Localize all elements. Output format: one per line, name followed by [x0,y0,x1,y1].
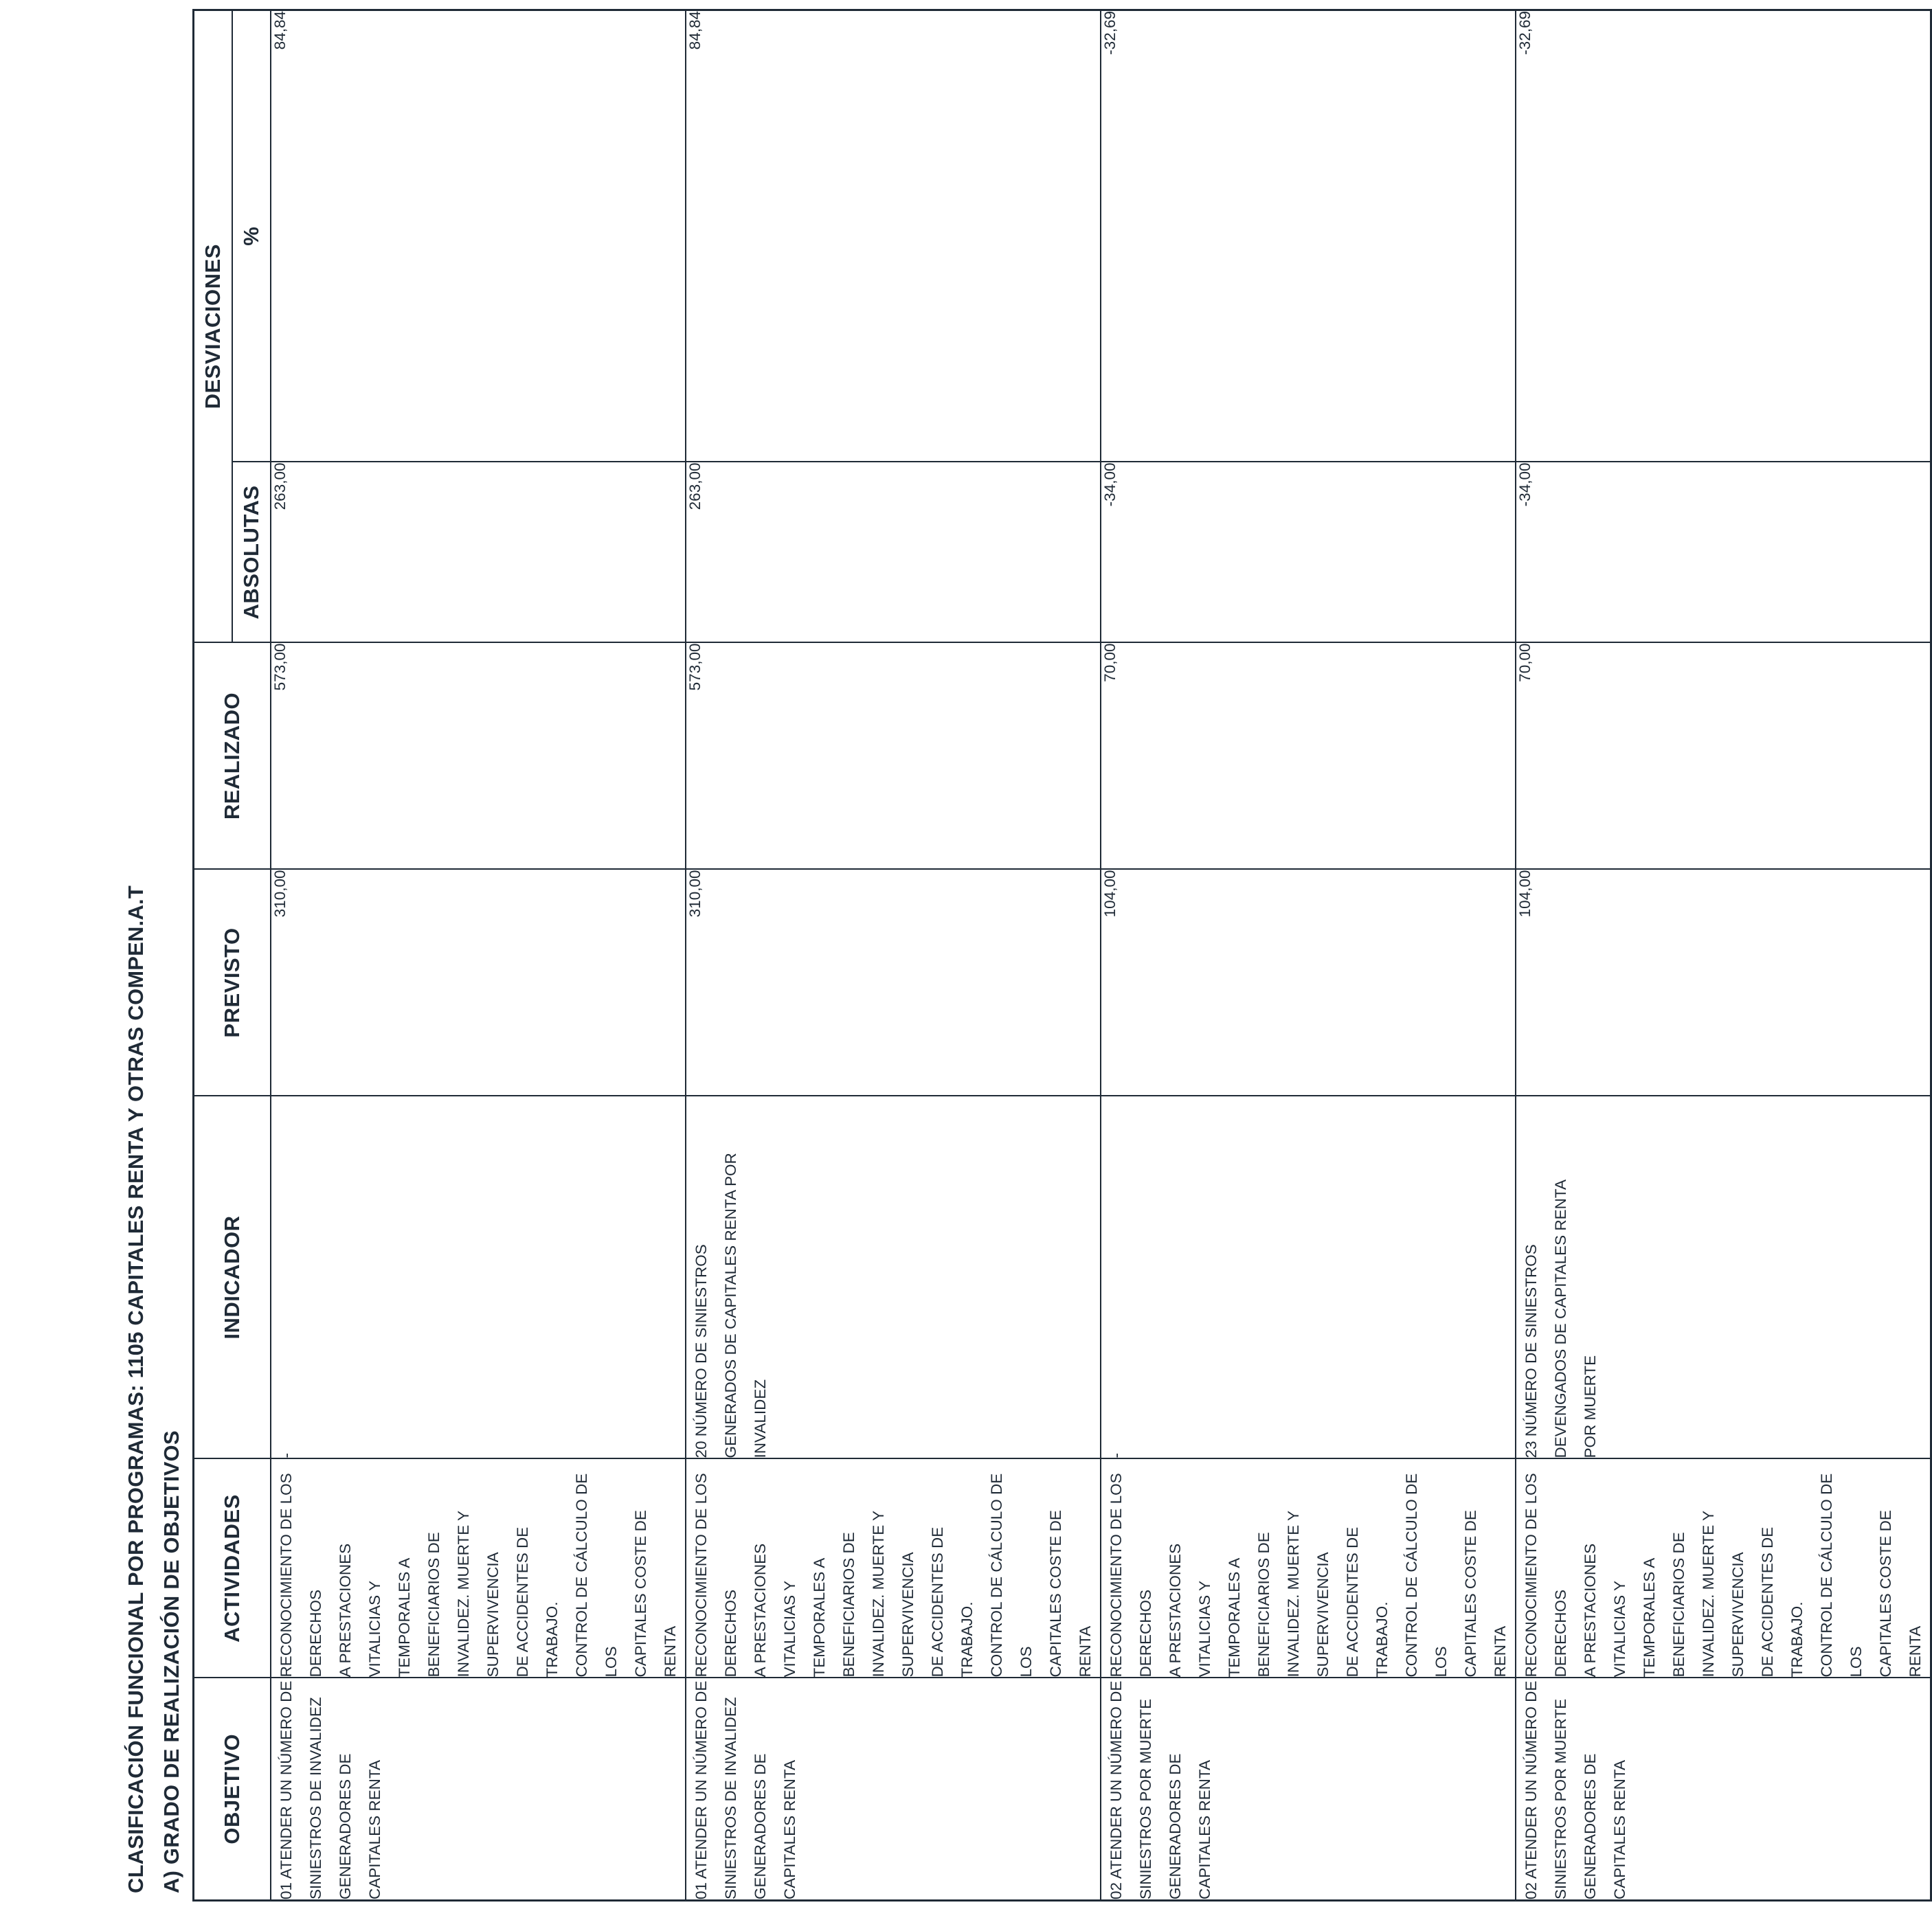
cell-indicador: - [271,1096,686,1459]
cell-absolutas: 263,00 [271,462,686,643]
cell-previsto: 310,00 [271,870,686,1096]
cell-actividades: RECONOCIMIENTO DE LOS DERECHOS A PRESTACIONES VITALICIAS Y TEMPORALES A BENEFICIARIOS DE INVALIDEZ. MUERTE Y SUPERVIVENCIA DE ACCIDENTES DE TRABAJO. CONTROL DE CÁLCULO DE LOS CAPITALES COSTE DE RENTA [271,1459,686,1678]
cell-actividades: RECONOCIMIENTO DE LOS DERECHOS A PRESTACIONES VITALICIAS Y TEMPORALES A BENEFICIARIOS DE INVALIDEZ. MUERTE Y SUPERVIVENCIA DE ACCIDENTES DE TRABAJO. CONTROL DE CÁLCULO DE LOS CAPITALES COSTE DE RENTA [1516,1459,1931,1678]
col-header-absolutas: ABSOLUTAS [232,462,271,643]
cell-porcentaje: -32,69 [1101,10,1516,462]
cell-absolutas: 263,00 [686,462,1101,643]
cell-indicador: - [1101,1096,1516,1459]
cell-realizado: 573,00 [686,643,1101,870]
table-row [686,10,1101,1901]
cell-indicador: 20 NÚMERO DE SINIESTROS GENERADOS DE CAPITALES RENTA POR INVALIDEZ [686,1096,1101,1459]
cell-previsto: 310,00 [686,870,1101,1096]
table-row [1101,10,1516,1901]
cell-objetivo: 02 ATENDER UN NÚMERO DE SINIESTROS POR MUERTE GENERADORES DE CAPITALES RENTA [1101,1678,1516,1901]
cell-porcentaje: -32,69 [1516,10,1931,462]
objectives-table [192,9,1932,1902]
cell-realizado: 70,00 [1516,643,1931,870]
col-header-indicador: INDICADOR [194,1096,271,1459]
cell-objetivo: 01 ATENDER UN NÚMERO DE SINIESTROS DE INVALIDEZ GENERADORES DE CAPITALES RENTA [271,1678,686,1901]
cell-previsto: 104,00 [1101,870,1516,1096]
cell-previsto: 104,00 [1516,870,1931,1096]
table-row [1516,10,1931,1901]
col-header-previsto: PREVISTO [194,870,271,1096]
cell-absolutas: -34,00 [1516,462,1931,643]
col-header-porcentaje: % [232,10,271,462]
cell-realizado: 573,00 [271,643,686,870]
col-header-objetivo: OBJETIVO [194,1678,271,1901]
cell-realizado: 70,00 [1101,643,1516,870]
section-subtitle: A) GRADO DE REALIZACIÓN DE OBJETIVOS [159,1430,183,1893]
col-header-realizado: REALIZADO [194,643,271,870]
cell-indicador: 23 NÚMERO DE SINIESTROS DEVENGADOS DE CAPITALES RENTA POR MUERTE [1516,1096,1931,1459]
cell-actividades: RECONOCIMIENTO DE LOS DERECHOS A PRESTACIONES VITALICIAS Y TEMPORALES A BENEFICIARIOS DE INVALIDEZ. MUERTE Y SUPERVIVENCIA DE ACCIDENTES DE TRABAJO. CONTROL DE CÁLCULO DE LOS CAPITALES COSTE DE RENTA [686,1459,1101,1678]
cell-actividades: RECONOCIMIENTO DE LOS DERECHOS A PRESTACIONES VITALICIAS Y TEMPORALES A BENEFICIARIOS DE INVALIDEZ. MUERTE Y SUPERVIVENCIA DE ACCIDENTES DE TRABAJO. CONTROL DE CÁLCULO DE LOS CAPITALES COSTE DE RENTA [1101,1459,1516,1678]
cell-objetivo: 01 ATENDER UN NÚMERO DE SINIESTROS DE INVALIDEZ GENERADORES DE CAPITALES RENTA [686,1678,1101,1901]
col-header-desviaciones: DESVIACIONES [194,10,233,643]
cell-objetivo: 02 ATENDER UN NÚMERO DE SINIESTROS POR MUERTE GENERADORES DE CAPITALES RENTA [1516,1678,1931,1901]
col-header-actividades: ACTIVIDADES [194,1459,271,1678]
page-title: CLASIFICACIÓN FUNCIONAL POR PROGRAMAS: 1105 CAPITALES RENTA Y OTRAS COMPEN.A.T [124,885,148,1893]
table-row [271,10,686,1901]
cell-absolutas: -34,00 [1101,462,1516,643]
cell-porcentaje: 84,84 [271,10,686,462]
cell-porcentaje: 84,84 [686,10,1101,462]
